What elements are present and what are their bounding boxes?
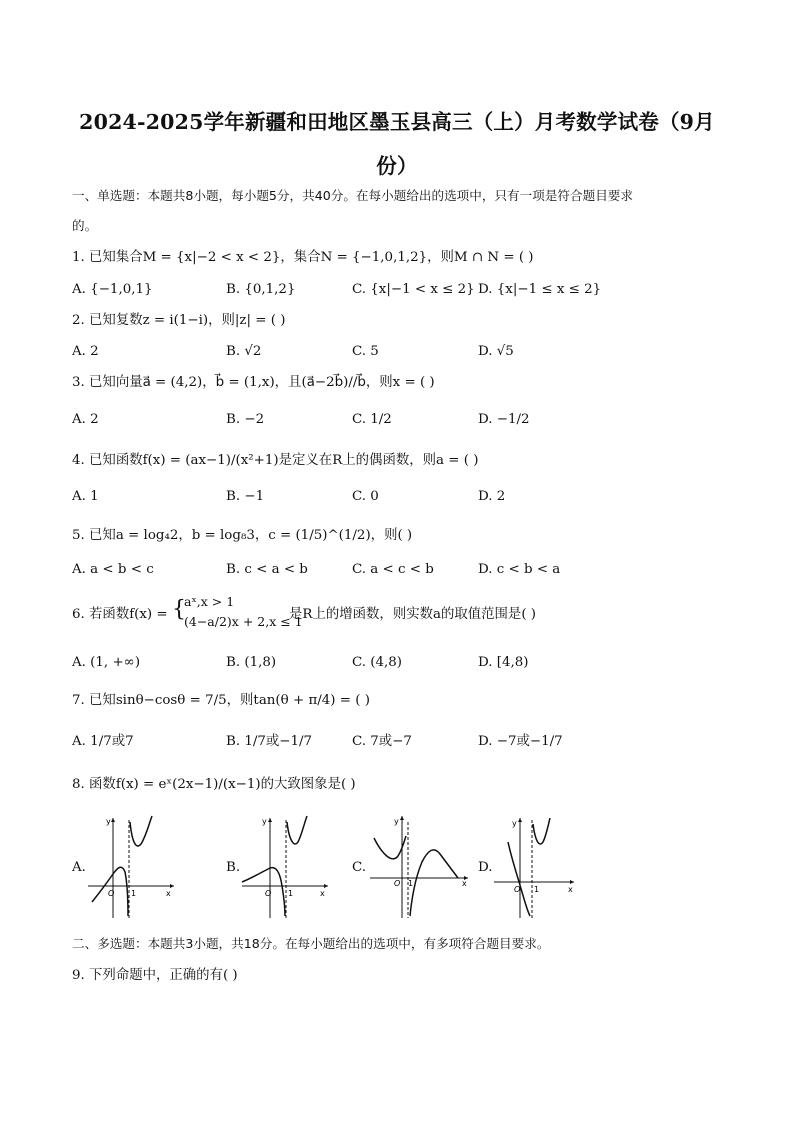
graph-d-y-label: y	[512, 819, 517, 828]
question-2-stem: 2. 已知复数z = i(1−i)，则|z| = ( )	[72, 313, 286, 328]
q5-option-c[interactable]: C. a < c < b	[352, 562, 434, 577]
graph-d-one: 1	[534, 885, 540, 894]
q1-option-d[interactable]: D. {x|−1 ≤ x ≤ 2}	[478, 282, 602, 297]
section-2-heading: 二、多选题：本题共3小题，共18分。在每小题给出的选项中，有多项符合题目要求。	[72, 936, 550, 951]
q6-piece-2: (4−a/2)x + 2,x ≤ 1	[184, 614, 303, 629]
q8-graph-a[interactable]	[86, 812, 178, 920]
q6-option-c[interactable]: C. (4,8)	[352, 655, 403, 670]
q6-option-b[interactable]: B. (1,8)	[226, 655, 277, 670]
q7-option-b[interactable]: B. 1/7或−1/7	[226, 734, 313, 749]
q5-option-a[interactable]: A. a < b < c	[72, 562, 154, 577]
q7-option-c[interactable]: C. 7或−7	[352, 734, 412, 749]
graph-c-x-label: x	[462, 879, 467, 888]
q8-option-b-label[interactable]: B.	[226, 860, 241, 875]
question-9-stem: 9. 下列命题中，正确的有( )	[72, 968, 238, 983]
piecewise-brace: {	[172, 597, 186, 622]
q2-option-c[interactable]: C. 5	[352, 344, 379, 359]
q1-option-b[interactable]: B. {0,1,2}	[226, 282, 296, 297]
q4-option-d[interactable]: D. 2	[478, 489, 506, 504]
q4-option-b[interactable]: B. −1	[226, 489, 265, 504]
q1-option-c[interactable]: C. {x|−1 < x ≤ 2}	[352, 282, 475, 297]
q3-option-c[interactable]: C. 1/2	[352, 412, 392, 427]
q8-option-d-label[interactable]: D.	[478, 860, 493, 875]
q4-option-c[interactable]: C. 0	[352, 489, 379, 504]
graph-a-y-label: y	[106, 817, 111, 826]
question-7-stem: 7. 已知sinθ−cosθ = 7/5，则tan(θ + π/4) = ( )	[72, 693, 370, 708]
q8-option-a-label[interactable]: A.	[72, 860, 86, 875]
section-1-heading-cont: 的。	[72, 218, 98, 233]
graph-d-origin: O	[514, 885, 521, 894]
q7-option-a[interactable]: A. 1/7或7	[72, 734, 134, 749]
q2-option-b[interactable]: B. √2	[226, 344, 262, 359]
graph-c-y-label: y	[394, 817, 399, 826]
question-6-stem-post: 是R上的增函数，则实数a的取值范围是( )	[289, 607, 537, 622]
q3-option-d[interactable]: D. −1/2	[478, 412, 530, 427]
q4-option-a[interactable]: A. 1	[72, 489, 99, 504]
q8-graph-c[interactable]	[368, 812, 472, 920]
graph-a-x-label: x	[166, 889, 171, 898]
q3-option-b[interactable]: B. −2	[226, 412, 265, 427]
q6-piece-1: aˣ,x > 1	[184, 594, 235, 609]
title-line-2: 份）	[376, 154, 418, 178]
graph-c-origin: O	[394, 879, 401, 888]
graph-c-one: 1	[408, 879, 414, 888]
question-5-stem: 5. 已知a = log₄2，b = log₈3，c = (1/5)^(1/2)，则( )	[72, 528, 413, 543]
question-6-stem-pre: 6. 若函数f(x) =	[72, 607, 168, 622]
graph-d-x-label: x	[568, 885, 573, 894]
question-1-stem: 1. 已知集合M = {x|−2 < x < 2}，集合N = {−1,0,1,2}，则M ∩ N = ( )	[72, 250, 534, 265]
q8-graph-b[interactable]	[240, 812, 332, 920]
q8-graph-d[interactable]	[492, 812, 578, 920]
q1-option-a[interactable]: A. {−1,0,1}	[72, 282, 153, 297]
title-line-1: 2024-2025学年新疆和田地区墨玉县高三（上）月考数学试卷（9月	[79, 110, 715, 134]
graph-a-origin: O	[108, 889, 115, 898]
graph-b-one: 1	[288, 889, 294, 898]
section-1-heading: 一、单选题：本题共8小题，每小题5分，共40分。在每小题给出的选项中，只有一项是符合题目要求	[72, 188, 633, 203]
q6-option-d[interactable]: D. [4,8)	[478, 655, 529, 670]
graph-b-y-label: y	[262, 817, 267, 826]
question-8-stem: 8. 函数f(x) = eˣ(2x−1)/(x−1)的大致图象是( )	[72, 777, 356, 792]
question-4-stem: 4. 已知函数f(x) = (ax−1)/(x²+1)是定义在R上的偶函数，则a = ( )	[72, 453, 479, 468]
graph-a-one: 1	[131, 889, 137, 898]
question-3-stem: 3. 已知向量a⃗ = (4,2)，b⃗ = (1,x)，且(a⃗−2b⃗)//b⃗，则x = ( )	[72, 375, 435, 390]
q2-option-a[interactable]: A. 2	[72, 344, 99, 359]
graph-b-x-label: x	[320, 889, 325, 898]
q8-option-c-label[interactable]: C.	[352, 860, 367, 875]
page-title	[60, 100, 734, 188]
q7-option-d[interactable]: D. −7或−1/7	[478, 734, 563, 749]
q5-option-d[interactable]: D. c < b < a	[478, 562, 561, 577]
q5-option-b[interactable]: B. c < a < b	[226, 562, 308, 577]
q3-option-a[interactable]: A. 2	[72, 412, 99, 427]
q2-option-d[interactable]: D. √5	[478, 344, 514, 359]
q6-option-a[interactable]: A. (1, +∞)	[72, 655, 141, 670]
graph-b-origin: O	[265, 889, 272, 898]
